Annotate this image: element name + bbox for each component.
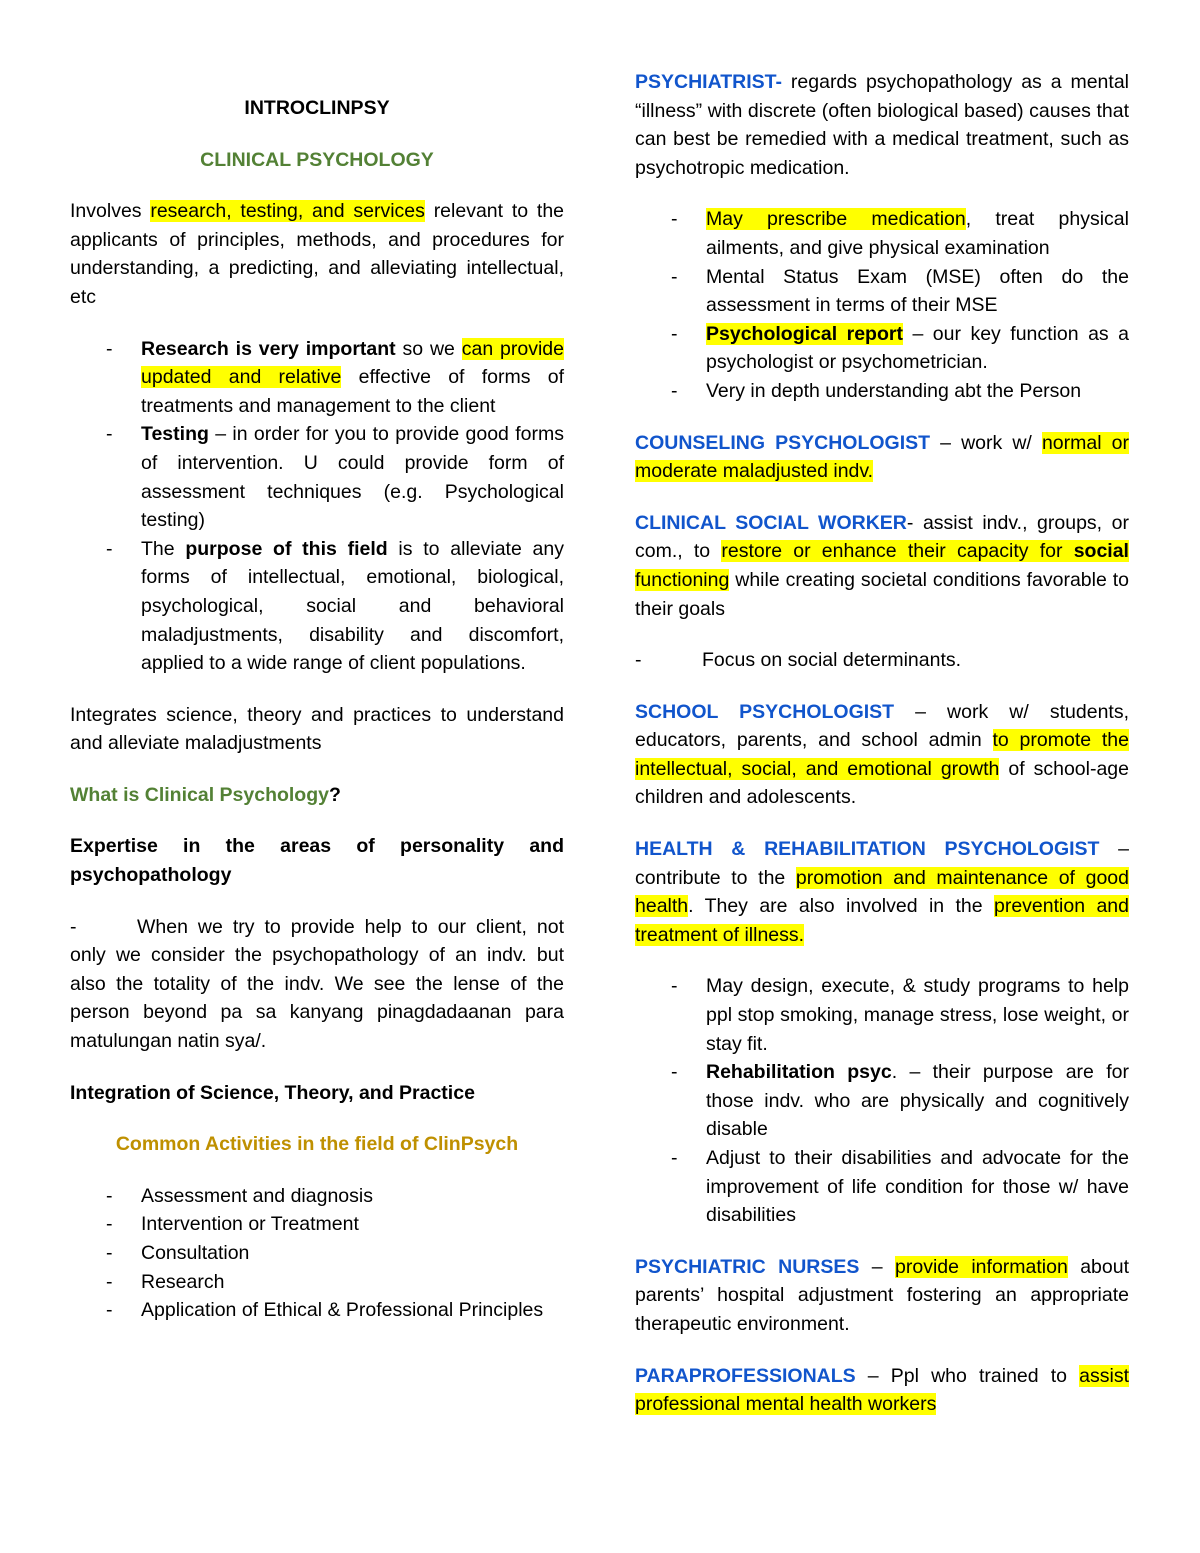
intro-paragraph: Involves research, testing, and services relevant to the applicants of principles, methods, and procedures for understanding, a predicting, and alleviating intellectual, etc: [70, 200, 565, 308]
section-title: CLINICAL PSYCHOLOGY: [200, 148, 434, 171]
health-paragraph: HEALTH & REHABILITATION PSYCHOLOGIST – contribute to the promotion and maintenance of good health. They are also involved in the prevention and treatment of illness.: [635, 838, 1129, 946]
list-item: - May design, execute, & study programs to help ppl stop smoking, manage stress, lose weight, or stay fit.: [706, 972, 1129, 1058]
activities-title: Common Activities in the field of ClinPsych: [115, 1133, 519, 1156]
list-item: - Psychological report – our key function as a psychologist or psychometrician.: [706, 320, 1129, 377]
list-item: - May prescribe medication, treat physical ailments, and give physical examination: [706, 205, 1129, 262]
school-paragraph: SCHOOL PSYCHOLOGIST – work w/ students, educators, parents, and school admin to promote the intellectual, social, and emotional growth of school-age children and adolescents.: [635, 700, 1129, 809]
list-item: - Consultation: [141, 1239, 564, 1268]
integration-heading: Integration of Science, Theory, and Practice: [70, 1081, 475, 1104]
list-item: - Application of Ethical & Professional Principles: [141, 1296, 564, 1325]
activities-list: [70, 1182, 564, 1325]
social-worker-paragraph: CLINICAL SOCIAL WORKER- assist indv., groups, or com., to restore or enhance their capacity for social functioning while creating societal conditions favorable to their goals: [635, 511, 1129, 620]
list-item: - Adjust to their disabilities and advocate for the improvement of life condition for those w/ have disabilities: [706, 1144, 1129, 1230]
integrates-paragraph: Integrates science, theory and practices to understand and alleviate maladjustments: [70, 703, 564, 755]
help-paragraph: - When we try to provide help to our client, not only we consider the psychopathology of an indv. but also the totality of the indv. We see the lense of the person beyond pa sa kanyang pinagdadaanan para matulungan natin sya/.: [70, 915, 564, 1053]
clinical-psych-bullets: [70, 335, 564, 678]
psychiatrist-bullets: [635, 205, 1129, 405]
list-item: - The purpose of this field is to alleviate any forms of intellectual, emotional, biological, psychological, social and behavioral maladjustments, disability and discomfort, applied to a wide range of client populations.: [141, 535, 564, 678]
list-item: - Intervention or Treatment: [141, 1210, 564, 1239]
right-column: [635, 68, 1129, 1442]
health-bullets: [635, 972, 1129, 1229]
list-item: - Rehabilitation psyc. – their purpose are for those indv. who are physically and cognitively disable: [706, 1058, 1129, 1144]
list-item: - Very in depth understanding abt the Person: [706, 377, 1129, 406]
paraprofessionals-paragraph: PARAPROFESSIONALS – Ppl who trained to assist professional mental health workers: [635, 1364, 1129, 1416]
focus-line: - Focus on social determinants.: [635, 649, 962, 672]
list-item: - Testing – in order for you to provide good forms of intervention. U could provide form of assessment techniques (e.g. Psychological testing): [141, 420, 564, 534]
counseling-paragraph: COUNSELING PSYCHOLOGIST – work w/ normal or moderate maladjusted indv.: [635, 431, 1129, 483]
list-item: - Research is very important so we can provide updated and relative effective of forms of treatments and management to the client: [141, 335, 564, 421]
nurses-paragraph: PSYCHIATRIC NURSES – provide information about parents’ hospital adjustment fostering an appropriate therapeutic environment.: [635, 1255, 1130, 1335]
expertise-heading: Expertise in the areas of personality and psychopathology: [70, 835, 564, 887]
psychiatrist-paragraph: PSYCHIATRIST- regards psychopathology as a mental “illness” with discrete (often biological based) causes that can best be remedied with a medical treatment, such as psychotropic medication.: [635, 71, 1129, 179]
list-item: - Assessment and diagnosis: [141, 1182, 564, 1211]
list-item: - Research: [141, 1268, 564, 1297]
question-heading: What is Clinical Psychology?: [70, 783, 341, 806]
doc-title: INTROCLINPSY: [244, 97, 390, 119]
left-column: [70, 68, 564, 1348]
list-item: - Mental Status Exam (MSE) often do the assessment in terms of their MSE: [706, 263, 1129, 320]
